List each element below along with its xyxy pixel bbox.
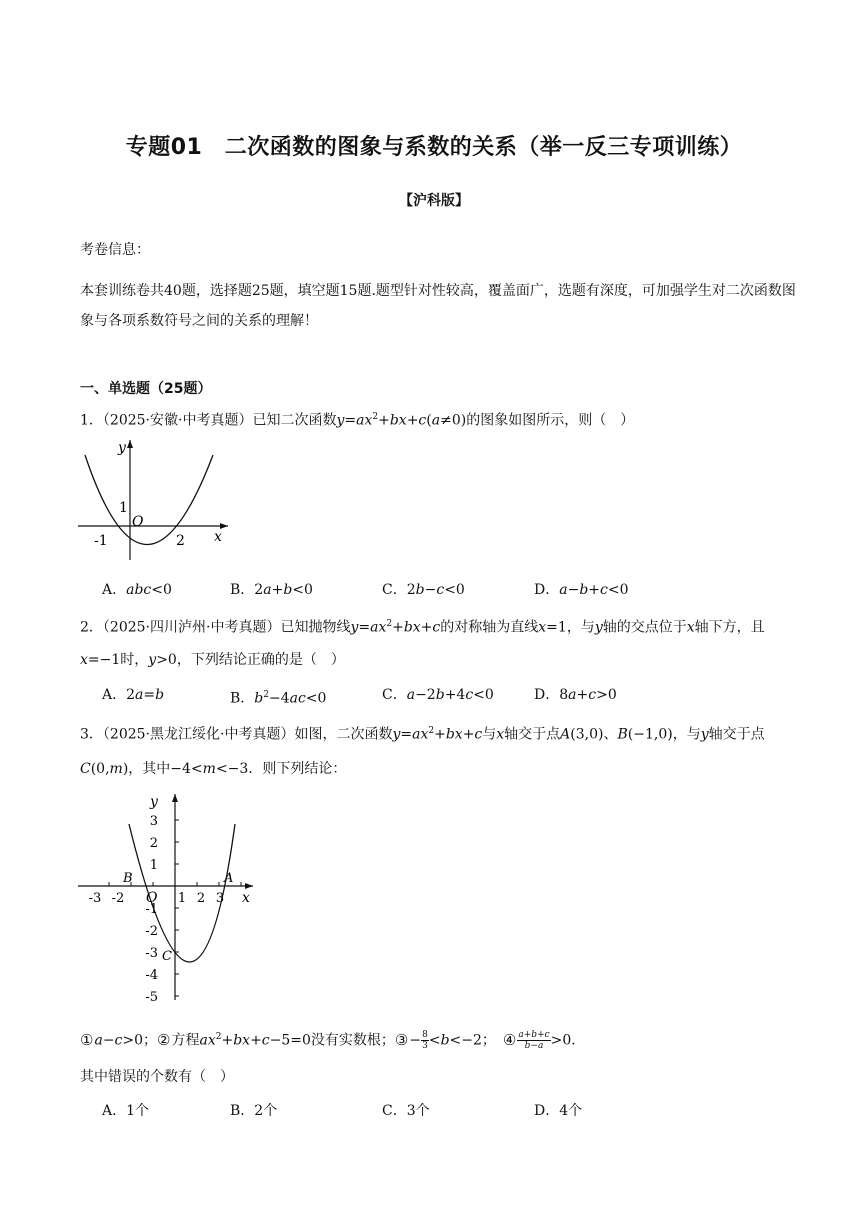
q3-label-a: A [224,871,234,886]
q3-ytick: -4 [145,968,158,983]
q3-xtick: -3 [88,891,102,906]
q1-label-x: x [214,529,222,545]
q2-option-b[interactable]: B．$b^2-4ac<0$ [230,690,327,707]
q2-option-d[interactable]: D．8a+c>0 [534,687,617,703]
q3-xtick: -2 [111,891,125,906]
q1-parabola [85,455,213,545]
question-1: 1．（2025·安徽·中考真题）已知二次函数$y=ax^2+bx+c(a\ne 0)$的图象如图所示，则（ ） [80,412,635,429]
q3-xtick: 1 [177,891,187,906]
q1-option-c[interactable]: C．2b−c<0 [382,582,465,598]
q3-ytick: -2 [145,924,158,939]
q3-source: （2025·黑龙江绥化·中考真题） [102,726,295,743]
q1-label-neg1: -1 [94,533,108,549]
q1-label-one: 1 [119,500,128,516]
q3-ytick: 2 [149,836,158,851]
exam-info-text: 本套训练卷共40题，选择题25题，填空题15题.题型针对性较高，覆盖面广，选题有深度，可加强学生对二次函数图象与各项系数符号之间的关系的理解！ [80,283,796,329]
q3-question: 其中错误的个数有（ ） [80,1069,234,1085]
q3-ytick: -1 [145,902,158,917]
q3-label-o: O [146,890,158,906]
q3-x-arrow [245,883,253,889]
q3-label-b: B [123,871,133,886]
q3-option-d[interactable]: D．4个 [534,1103,583,1119]
q1-text: 已知二次函数 [252,412,337,429]
conclusion-2-marker: ② [157,1030,171,1049]
q3-option-c[interactable]: C．3个 [382,1103,430,1119]
q1-label-o: O [132,514,144,530]
exam-info-label: 考卷信息： [80,242,150,258]
q3-number: 3． [80,726,103,743]
conclusion-3-marker: ③ [394,1030,409,1049]
q1-y-arrow [127,440,133,448]
q3-ytick: -5 [145,990,158,1005]
q2-option-a[interactable]: A．2a=b [102,687,165,703]
q3-ytick: 3 [149,814,158,829]
q1-option-d[interactable]: D．a−b+c<0 [534,582,629,598]
q1-label-two: 2 [176,533,185,549]
conclusion-1-marker: ① [80,1030,94,1049]
q1-number: 1． [80,412,103,429]
q3-xtick: 2 [196,891,206,906]
q3-option-b[interactable]: B．2个 [230,1103,278,1119]
q3-label-x: x [242,890,250,906]
question-3: 3．（2025·黑龙江绥化·中考真题）如图，二次函数$y=ax^2+bx+c$与x轴交于点A(3,0)、B(−1,0)，与y轴交于点 C(0,m)，其中−4<m<−3．则下列结论： [80,726,765,777]
q1-label-y: y [118,440,126,456]
edition-label: 【沪科版】 [399,193,469,209]
q1-option-a[interactable]: A．abc<0 [102,582,172,598]
q1-option-b[interactable]: B．2a+b<0 [230,582,313,598]
q2-number: 2． [80,619,103,636]
conclusion-4-marker: ④ [502,1030,517,1049]
q2-option-c[interactable]: C．a−2b+4c<0 [382,687,494,703]
q3-xtick: 3 [215,891,225,906]
question-2: 2．（2025·四川泸州·中考真题）已知抛物线$y=ax^2+bx+c$的对称轴为直线x=1，与y轴的交点位于x轴下方，且 x=−1时，y>0，下列结论正确的是（ ） [80,619,765,668]
q3-label-c: C [162,949,172,964]
q1-text-end: 的图象如图所示，则（ ） [466,412,635,429]
q3-graph [78,790,268,1005]
page-title: 专题01 二次函数的图象与系数的关系（举一反三专项训练） [125,135,743,160]
section-title: 一、单选题（25题） [80,381,212,397]
q1-source: （2025·安徽·中考真题） [102,412,253,429]
q3-option-a[interactable]: A．1个 [102,1103,150,1119]
q3-ytick: 1 [149,858,158,873]
q3-y-arrow [172,794,178,802]
q3-ytick: -3 [145,946,158,961]
q1-graph [78,435,238,565]
q2-source: （2025·四川泸州·中考真题） [102,619,281,636]
q3-label-y: y [150,794,158,810]
q3-conclusions: ①a−c>0；②方程$ax^2+bx+c-5=0$没有实数根；③− $\frac{8}{3}$ <b<−2； ④ $\frac{a+b+c}{b-a}$ >0． [80,1030,586,1052]
